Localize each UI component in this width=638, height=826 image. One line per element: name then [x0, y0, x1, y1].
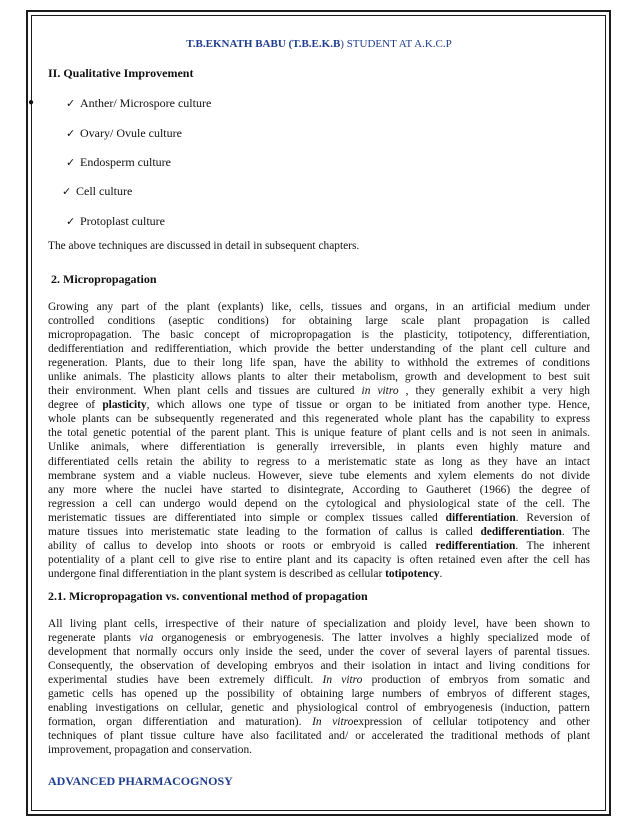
paragraph-line: the total genetic potential of the parent plant. This is unique feature of plant cells and is not seen in animals.	[48, 427, 590, 440]
paragraph-line: potentiality of a plant cell to give rise to entire plant and its capacity is often retained even after the cell has	[48, 553, 590, 566]
techniques-note: The above techniques are discussed in detail in subsequent chapters.	[48, 240, 360, 252]
checklist-item-label: Anther/ Microspore culture	[80, 96, 212, 110]
checkmark-icon: ✓	[66, 215, 76, 228]
checklist-item	[66, 96, 211, 111]
paragraph-line: gametic cells has opened up the possibility of obtaining large numbers of embryos of different stages,	[48, 688, 590, 701]
section-title-comparison: 2.1. Micropropagation vs. conventional method of propagation	[48, 589, 368, 603]
bold-term: totipotency	[385, 567, 440, 580]
paragraph-line: regenerate plants via organogenesis or embryogenesis. The latter involves a highly specialized mode of	[48, 632, 590, 645]
paragraph-line: formation, organ differentiation and maturation). In vitroexpression of cellular totipotency and other	[48, 716, 590, 729]
paragraph-line: their environment. When plant cells and tissues are cultured in vitro , they generally exhibit a very high	[48, 385, 590, 398]
paragraph-line: differentiated cells retain the ability to regress to a meristematic state as long as they have an intact	[48, 455, 590, 468]
checklist-item	[66, 126, 182, 141]
section-title-qualitative: II. Qualitative Improvement	[48, 66, 194, 80]
bold-term: dedifferentiation	[480, 525, 562, 538]
paragraph-line: whole plants can be subsequently regenerated and this regenerated whole plant has the capability to express	[48, 413, 590, 426]
paragraph-line: undergone final differentiation in the plant system is described as cellular totipotency.	[48, 567, 443, 580]
paragraph-line: micropropagation. The basic concept of micropropagation is the plasticity, totipotency, differentiation,	[48, 329, 590, 342]
checklist-item-label: Ovary/ Ovule culture	[80, 126, 182, 140]
header-author: T.B.EKNATH BABU (T.B.E.K.B	[186, 38, 341, 50]
italic-term: In vitro	[312, 716, 354, 729]
paragraph-line: Growing any part of the plant (explants) like, cells, tissues and organs, in an artificial medium under	[48, 301, 590, 313]
italic-term: In vitro	[322, 674, 363, 687]
paragraph-line: Consequently, the observation of developing embryos and their isolation in intact and living conditions for	[48, 660, 590, 673]
paragraph-line: Unlike animals, where differentiation is generally irreversible, in plants even highly mature and	[48, 441, 590, 454]
italic-term: in vitro	[361, 385, 399, 398]
paragraph-line: controlled conditions (aseptic conditions) for obtaining large scale plant propagation is called	[48, 315, 590, 328]
section-title-micropropagation: 2. Micropropagation	[51, 272, 157, 286]
paragraph-line: enabling investigations on cellular, genetic and physiological control of embryogenesis (induction, pattern	[48, 702, 590, 715]
checklist-item-label: Cell culture	[76, 184, 133, 198]
paragraph-line: degree of plasticity, which allows one type of tissue or organ to be initiated from another type. Hence,	[48, 399, 590, 412]
checkmark-icon: ✓	[66, 127, 76, 140]
bullet-dot: ●	[28, 97, 35, 108]
page-footer: ADVANCED PHARMACOGNOSY	[48, 774, 233, 788]
paragraph-line: development that normally occurs only inside the seed, under the cover of several layers of parental tissues.	[48, 646, 590, 659]
bold-term: differentiation	[445, 511, 516, 524]
paragraph-line: techniques of plant tissue culture have also facilitated and/ or accelerated the traditional methods of plant	[48, 730, 590, 743]
paragraph-line: regression a cell can undergo would depend on the cytological and physiological state of the cell. The	[48, 497, 590, 510]
header-rest: ) STUDENT AT A.K.C.P	[340, 38, 452, 50]
paragraph-line: improvement, propagation and conservation.	[48, 744, 253, 757]
checklist-item	[62, 184, 132, 199]
italic-term: via	[139, 632, 154, 645]
paragraph-line: experimental studies have been extremely difficult. In vitro production of embryos from somatic and	[48, 674, 590, 687]
checklist-item	[66, 155, 171, 170]
micropropagation-paragraph	[48, 300, 590, 581]
paragraph-line: unlike animals. The plasticity allows plants to alter their metabolism, growth and development to best suit	[48, 371, 590, 384]
paragraph-line: meristematic tissues are differentiated into simple or complex tissues called differentiation. Reversion of	[48, 511, 590, 524]
paragraph-line: ability of callus to develop into shoots or roots or embryoid is called redifferentiation. The inherent	[48, 539, 590, 552]
checklist-item-label: Protoplast culture	[80, 214, 165, 228]
paragraph-line: dedifferentiation and redifferentiation, which provide the better understanding of the plant cell culture and	[48, 343, 590, 356]
bold-term: plasticity	[102, 399, 147, 412]
checkmark-icon: ✓	[62, 185, 72, 198]
checklist-item	[66, 214, 165, 229]
checkmark-icon: ✓	[66, 156, 76, 169]
checklist-item-label: Endosperm culture	[80, 155, 171, 169]
paragraph-line: regeneration. Plants, due to their long life span, have the ability to withhold the extremes of conditions	[48, 357, 590, 370]
checkmark-icon: ✓	[66, 97, 76, 110]
bold-term: redifferentiation	[435, 539, 516, 552]
paragraph-line: any more where the nuclei have started to disintegrate, According to Gautheret (1966) the degree of	[48, 483, 590, 496]
page-header	[0, 38, 638, 50]
paragraph-line: All living plant cells, irrespective of their nature of specialization and ploidy level, have been shown to	[48, 618, 590, 630]
paragraph-line: membrane system and a viable nucleus. However, sieve tube elements and xylem elements do not divide	[48, 469, 590, 482]
comparison-paragraph	[48, 617, 590, 757]
paragraph-line: mature tissues into meristematic state leading to the formation of callus is called dedifferentiation. The	[48, 525, 590, 538]
